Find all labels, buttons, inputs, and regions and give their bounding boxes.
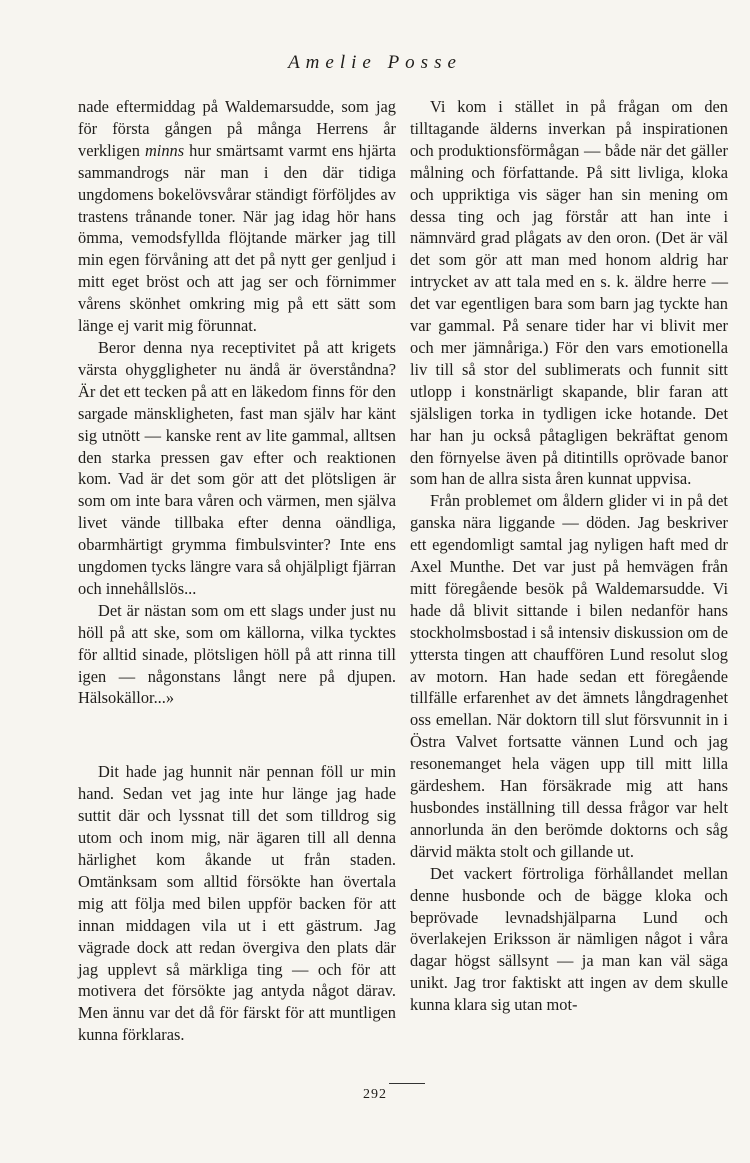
paragraph: Beror denna nya receptivitet på att krigets värsta ohyggligheter nu ändå är överståndna? Är det ett tecken på att en läkedom finns för den sargade mänskligheten, fast man själv har känt sig utnött — kanske rent av lite gammal, alltsen den starka pressen gav efter och reaktionen kom. Vad är det som gör att det plötsligen är som om inte bara våren och värmen, men själva livet vände tillbaka efter denna oändliga, obarmhärtigt grymma fimbulsvinter? Inte ens ungdomen tycks längre vara så ohjälpligt fjärran och innehållslös...	[78, 337, 396, 598]
right-column	[410, 96, 728, 1016]
paragraph: Dit hade jag hunnit när pennan föll ur min hand. Sedan vet jag inte hur länge jag hade suttit där och lyssnat till det som tilldrog sig utom och inom mig, när ägaren till all denna härlighet kom åkande ut från staden. Omtänksam som alltid försökte han övertala mig att följa med bilen uppför backen för att innan middagen vila ut i ett gästrum. Jag vägrade dock att redan övergiva den plats där jag upplevt så märkliga ting — och för att motivera det försökte jag antyda något därav. Men ännu var det då för färskt för att muntligen kunna förklaras.	[78, 762, 396, 1045]
paragraph: Det är nästan som om ett slags under just nu höll på att ske, som om källorna, vilka tycktes för alltid sinade, plötsligen höll på att rinna till igen — någonstans långt nere på djupen. Hälsokällor...»	[78, 600, 396, 708]
paragraph: Från problemet om åldern glider vi in på det ganska nära liggande — döden. Jag beskriver ett egendomligt samtal jag nyligen haft med dr Axel Munthe. Det var just på hemvägen från mitt föregående besök på Waldemarsudde. Vi hade då blivit sittande i bilen nedanför hans stockholmsbostad i så intensiv diskussion om de yttersta tingen att chauffören Lund resolut slog av motorn. Han hade sedan ett föregående tillfälle erfarenhet av det ämnets långdragenhet oss emellan. När doktorn till slut försvunnit in i Östra Valvet fortsatte vännen Lund och jag resonemanget hela vägen upp till mitt lilla gärdeshem. Han försäkrade mig att hans husbondes inställning till dessa frågor var helt annorlunda än den berömde doktorns och såg därvid mäkta stolt och gillande ut.	[410, 491, 728, 861]
section-break	[78, 709, 396, 761]
running-header: Amelie Posse	[288, 52, 462, 73]
page-number: 292	[363, 1087, 387, 1102]
paragraph: Vi kom i stället in på frågan om den tilltagande älderns inverkan på inspirationen och produktionsförmågan — både när det gäller målning och författande. På sitt livliga, kloka och uppriktiga vis säger han sin mening om dessa ting och jag förstår att han inte i nämnvärd grad plågats av den oron. (Det är väl det som gör att man med honom aldrig har intrycket av att tala med en s. k. äldre herre — det var egentligen bara som barn jag tyckte han var gammal. På senare tider har vi blivit mer och mer jämnåriga.) För den vars emotionella liv till så stor del sublimerats och funnit sitt utlopp i konstnärligt skapande, blir faran att själsligen torka in tydligen icke hotande. Det har han ju också påtagligen bekräftat genom den förnyelse även på ditintills oprövade banor som han de allra sista åren kunnat uppvisa.	[410, 97, 728, 489]
paragraph: nade eftermiddag på Waldemarsudde, som jag för första gången på många Herrens år verkligen minns hur smärtsamt varmt ens hjärta sammandrogs när man i den där tidiga ungdomens bokelövsvårar ständigt förföljdes av trastens trånande toner. När jag idag hör hans ömma, vemodsfyllda flöjtande märker jag till min egen förvåning att det på nytt ger genljud i mitt eget bröst och att jag ser och förnimmer vårens skönhet omkring mig på ett sätt som länge ej varit mig förunnat.	[78, 97, 396, 336]
left-column	[78, 96, 396, 1046]
footer-rule	[389, 1083, 425, 1084]
paragraph: Det vackert förtroliga förhållandet mellan denne husbonde och de bägge kloka och beprövade levnadshjälparna Lund och överlakejen Eriksson är nämligen något i våra dagar högst sällsynt — ja man kan väl säga unikt. Jag tror faktiskt att ingen av dem skulle kunna klara sig utan mot-	[410, 863, 728, 1015]
